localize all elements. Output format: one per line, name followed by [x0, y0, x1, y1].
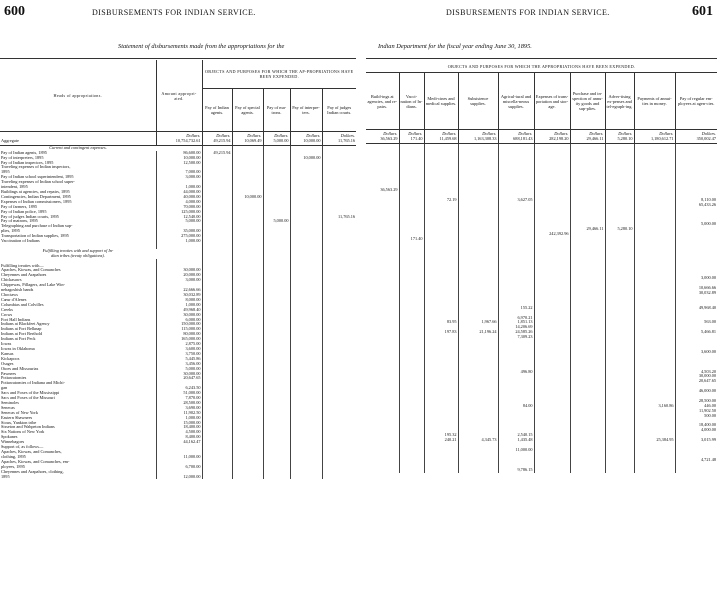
row-value: 3,456.00 — [156, 362, 202, 367]
row-label: Six Nations of New York — [0, 430, 156, 435]
row-value — [634, 468, 675, 473]
row-value: 12,500.00 — [156, 161, 202, 166]
row-value: 496.80 — [498, 370, 534, 375]
row-label: Buildings at agencies, and repairs, 1895 — [0, 190, 156, 195]
row-value: 195.32 — [424, 433, 458, 438]
group-head-right: OBJECTS AND PURPOSES FOR WHICH THE APPROPRIATIONS HAVE BEEN EXPENDED. — [366, 60, 717, 73]
row-label: Columbias and Colvilles — [0, 303, 156, 308]
row-label: Osages — [0, 362, 156, 367]
col-head-right: Subsistence supplies. — [458, 73, 498, 130]
col-head-matrons: Pay of ma-trons. — [263, 89, 290, 132]
row-value: 2,540.15 — [498, 433, 534, 438]
row-label: Kickapoos — [0, 357, 156, 362]
aggregate-value: 10,069.49 — [232, 139, 263, 145]
aggregate-value: 49,215.94 — [202, 139, 232, 145]
row-label: Iowas — [0, 342, 156, 347]
row-value: 28,500.00 — [698, 398, 716, 403]
row-value: 30,000.00 — [156, 268, 202, 273]
unit-cell: Dollars. — [458, 130, 498, 137]
row-value: 30,000.00 — [698, 374, 716, 379]
row-value — [202, 475, 232, 480]
row-value: 11,000.00 — [156, 455, 202, 460]
running-head-right: DISBURSEMENTS FOR INDIAN SERVICE. — [446, 8, 610, 17]
row-value: 6,700.00 — [156, 465, 202, 470]
aggregate-value: 1,163,308.33 — [458, 137, 498, 143]
row-label: Pay of Indian police, 1895 — [0, 210, 156, 215]
units-label-left — [0, 132, 156, 139]
row-value: 44,000.00 — [156, 190, 202, 195]
row-value: 500.00 — [704, 413, 716, 418]
row-value: 29,466.11 — [570, 227, 605, 232]
row-label: Seminoles — [0, 401, 156, 406]
left-page — [0, 0, 356, 600]
row-label: Apaches, Kiowas, and Comanches, em- — [0, 460, 156, 465]
unit-cell: Dollars. — [366, 130, 399, 137]
row-value: 155.22 — [498, 306, 534, 311]
category-label: dian tribes (treaty obligations). — [51, 253, 105, 258]
col-head-right: Pay of regular em-ployees at agen-cies. — [675, 73, 717, 130]
row-value — [366, 468, 399, 473]
row-value: 30,000.00 — [156, 313, 202, 318]
row-label: Pottawatomies — [0, 376, 156, 381]
row-value: 83.95 — [424, 320, 458, 325]
row-label: plies, 1895 — [0, 229, 156, 234]
col-head-right: Agricul-tural and miscella-neous supplies. — [498, 73, 534, 130]
row-value: 70,000.00 — [156, 205, 202, 210]
row-value: 563.00 — [704, 320, 716, 325]
category-label: Current and contingent expenses. — [49, 145, 107, 150]
row-value: 4,721.48 — [700, 457, 716, 462]
row-value: 84.00 — [498, 404, 534, 409]
col-head-special-agents: Pay of special agents. — [232, 89, 263, 132]
row-value: 30,000.00 — [156, 372, 202, 377]
row-value: 1,000.00 — [156, 185, 202, 190]
row-value: 49,968.40 — [698, 305, 716, 310]
col-head-right: Medi-cines and medical supplies. — [424, 73, 458, 130]
row-label: Indians at Fort Belknap — [0, 327, 156, 332]
unit-cell: Dollars. — [634, 130, 675, 137]
row-label: Fort Hall Indians — [0, 318, 156, 323]
row-value: 14,206.69 — [498, 325, 534, 330]
unit-cell: Dollars. — [156, 132, 202, 139]
row-label: Pottawatomies of Indiana and Michi- — [0, 381, 156, 386]
row-value: 242,392.96 — [534, 232, 570, 237]
row-label: Indians at Blackfeet Agency — [0, 322, 156, 327]
col-head-heads: Heads of appropriations. — [0, 60, 156, 132]
unit-cell: Dollars. — [232, 132, 263, 139]
row-value: 197.83 — [424, 330, 458, 335]
row-label: Cheyennes and Arapahoes — [0, 273, 156, 278]
subtitle-left: Statement of disbursements made from the appropriations for the — [118, 43, 285, 50]
row-value: 5,000.00 — [156, 219, 202, 224]
row-value: 171.40 — [399, 237, 424, 242]
row-label: Traveling expenses of Indian school super- — [0, 180, 156, 185]
right-page — [362, 0, 717, 600]
row-value: 8,000.00 — [156, 298, 202, 303]
col-head-amount: Amount appropri-ated. — [156, 60, 202, 132]
row-value: 86,600.00 — [156, 151, 202, 156]
row-value — [458, 468, 498, 473]
row-value: 6,000.00 — [156, 318, 202, 323]
row-value: 20,000.00 — [156, 273, 202, 278]
row-value: 3,000.00 — [156, 278, 202, 283]
row-value: 12,000.00 — [156, 475, 202, 480]
aggregate-value: 10,000.00 — [290, 139, 322, 145]
row-label: Chippewas, Pillagers, and Lake Win- — [0, 283, 156, 288]
row-label: nebagoshish bands — [0, 288, 156, 293]
row-value: 3,690.00 — [156, 406, 202, 411]
row-value: 446.00 — [704, 403, 716, 408]
row-label: Crows — [0, 313, 156, 318]
row-value: 1,851.13 — [498, 320, 534, 325]
row-label: Cœur d'Alenes — [0, 298, 156, 303]
unit-cell: Dollars. — [534, 130, 570, 137]
row-label: Vaccination of Indians — [0, 239, 156, 244]
row-value: 3,015.99 — [700, 438, 716, 443]
row-value — [605, 468, 634, 473]
row-value — [424, 468, 458, 473]
row-value: 49,968.40 — [156, 308, 202, 313]
row-value: 11,000.00 — [498, 448, 534, 453]
row-value: 9,786.15 — [498, 468, 534, 473]
row-value: 20,647.65 — [156, 376, 202, 381]
row-label: Senecas — [0, 406, 156, 411]
row-label: 1895 — [0, 170, 156, 175]
row-value: 28,500.00 — [156, 401, 202, 406]
row-label: 1895 — [0, 475, 156, 480]
category-label: Fulfilling treaties with and support of In- — [42, 248, 114, 253]
col-head-right: Build-ings at agencies, and re-pairs. — [366, 73, 399, 130]
aggregate-value: 171.40 — [399, 137, 424, 143]
unit-cell: Dollars. — [399, 130, 424, 137]
aggregate-value: 350,002.47 — [675, 137, 717, 143]
row-value: 240.21 — [424, 438, 458, 443]
row-label: Fulfilling treaties with— — [0, 264, 156, 269]
row-value: 165,000.00 — [156, 337, 202, 342]
row-value: 7,870.00 — [156, 396, 202, 401]
row-value: 1,435.48 — [498, 438, 534, 443]
col-head-right: Adver-tising ex-penses and tel-egraph-ing. — [605, 73, 634, 130]
running-head-left: DISBURSEMENTS FOR INDIAN SERVICE. — [92, 8, 256, 17]
row-label: Sacs and Foxes of the Missouri — [0, 396, 156, 401]
row-value — [399, 468, 424, 473]
row-value: 35,000.00 — [156, 229, 202, 234]
aggregate-value: 36,563.29 — [366, 137, 399, 143]
row-value: 6,970.21 — [498, 316, 534, 321]
row-label: Pay of matrons, 1895 — [0, 219, 156, 224]
unit-cell: Dollars. — [202, 132, 232, 139]
row-label: Apaches, Kiowas, and Comanches, — [0, 450, 156, 455]
subtitle-right: Indian Department for the fiscal year ending June 30, 1895. — [378, 43, 532, 50]
unit-cell: Dollars. — [701, 131, 716, 136]
row-value — [232, 475, 263, 480]
row-label: Chickasaws — [0, 278, 156, 283]
row-value: 4,000.00 — [156, 200, 202, 205]
row-value: 65,433.26 — [698, 202, 716, 207]
row-value — [263, 475, 290, 480]
aggregate-value: 282,198.20 — [534, 137, 570, 143]
row-value: 10,000.00 — [290, 156, 322, 161]
col-head-right: Expenses of trans-portation and stor-age. — [534, 73, 570, 130]
row-label: Expenses of Indian commissioners, 1895 — [0, 200, 156, 205]
row-value: 10,666.66 — [698, 286, 716, 291]
col-head-judges: Pay of judges Indian courts. — [322, 89, 356, 132]
row-value: 7,000.00 — [156, 170, 202, 175]
row-value: 5,000.00 — [700, 222, 716, 227]
row-label: Sisseton and Wahpeton Indians — [0, 425, 156, 430]
row-value: 115,000.00 — [156, 327, 202, 332]
row-label: Choctaws — [0, 293, 156, 298]
row-label: Transportation of Indian supplies, 1895 — [0, 234, 156, 239]
unit-cell: Dollars. — [570, 130, 605, 137]
row-value: 20,647.65 — [698, 379, 716, 384]
row-value: 3,600.00 — [156, 347, 202, 352]
row-value: 1,000.00 — [156, 303, 202, 308]
group-head-left: OBJECTS AND PURPOSES FOR WHICH THE AP-PROPRIATIONS HAVE BEEN EXPENDED. — [202, 60, 356, 89]
row-value: 1,967.66 — [458, 320, 498, 325]
unit-cell: Dollars. — [290, 132, 322, 139]
row-value: 275,000.00 — [156, 234, 202, 239]
row-value: 6,243.50 — [156, 386, 202, 391]
col-head-right: Payments of annui-ties in money. — [634, 73, 675, 130]
row-value — [534, 468, 570, 473]
row-label: Kansas — [0, 352, 156, 357]
aggregate-value: 5,000.00 — [263, 139, 290, 145]
row-label: Contingencies, Indian Department, 1895 — [0, 195, 156, 200]
units-row-right — [366, 130, 717, 137]
row-label: ployees, 1895 — [0, 465, 156, 470]
row-value — [570, 468, 605, 473]
row-value: 4,345.73 — [458, 438, 498, 443]
row-label: Telegraphing and purchase of Indian sup- — [0, 224, 156, 229]
row-value: 125,000.00 — [156, 210, 202, 215]
row-value: 4,500.00 — [156, 430, 202, 435]
row-label: Pay of Indian inspectors, 1895 — [0, 161, 156, 166]
row-value — [322, 475, 356, 480]
row-label: Spokanes — [0, 435, 156, 440]
row-value: 8,400.00 — [156, 435, 202, 440]
row-value: 3,000.00 — [700, 276, 716, 281]
row-label: Pay of judges Indian courts, 1895 — [0, 215, 156, 220]
unit-cell: Dollars. — [263, 132, 290, 139]
row-value: 51,000.00 — [156, 391, 202, 396]
appropriations-table-right — [366, 60, 717, 473]
row-value: 21,196.24 — [458, 330, 498, 335]
row-value: 22,666.66 — [156, 288, 202, 293]
row-value: 1,000.00 — [156, 239, 202, 244]
col-head-indian-agents: Pay of Indian agents. — [202, 89, 232, 132]
unit-cell: Dollars. — [340, 133, 356, 138]
row-value: 44,162.47 — [156, 440, 202, 445]
row-value: 18,400.00 — [698, 423, 716, 428]
row-label: gan — [0, 386, 156, 391]
row-value: 3,160.86 — [634, 404, 675, 409]
row-value: 72.19 — [424, 198, 458, 203]
row-value: 5,445.86 — [156, 357, 202, 362]
row-label: clothing, 1895 — [0, 455, 156, 460]
row-label: Indians at Fort Peck — [0, 337, 156, 342]
page-number-left: 600 — [4, 4, 25, 19]
row-label: Senecas of New York — [0, 411, 156, 416]
row-value: 49,215.94 — [202, 151, 232, 156]
row-value: 3,600.00 — [700, 349, 716, 354]
row-value: 10,000.00 — [156, 156, 202, 161]
unit-cell: Dollars. — [424, 130, 458, 137]
row-label: Pay of Indian agents, 1895 — [0, 151, 156, 156]
appropriations-table-left — [0, 60, 356, 479]
row-value: 5,466.81 — [700, 330, 716, 335]
aggregate-value: 11,765.16 — [322, 139, 356, 145]
row-value: 12,540.00 — [156, 215, 202, 220]
row-value: 11,902.50 — [156, 411, 202, 416]
row-value: 3,627.05 — [498, 198, 534, 203]
row-value: 4,000.00 — [700, 428, 716, 433]
col-head-right: Purchase and in-spection of annu-ity goods and sup-plies. — [570, 73, 605, 130]
unit-cell: Dollars. — [498, 130, 534, 137]
row-value: 8,110.00 — [701, 197, 716, 202]
row-value — [675, 468, 717, 473]
row-value — [290, 475, 322, 480]
row-value: 5,000.00 — [263, 219, 290, 224]
aggregate-value: 10,754,732.61 — [156, 139, 202, 145]
row-value: 25,384.95 — [634, 438, 675, 443]
aggregate-value: 1,180,612.71 — [634, 137, 675, 143]
row-value: 11,902.50 — [698, 408, 716, 413]
row-label: intendent, 1895 — [0, 185, 156, 190]
row-label: Iowas in Oklahoma — [0, 347, 156, 352]
row-label: Indians at Fort Berthold — [0, 332, 156, 337]
row-value: 40,000.00 — [156, 195, 202, 200]
row-value: 10,000.00 — [232, 195, 263, 200]
row-label: Winnebagoes — [0, 440, 156, 445]
row-label: Otoes and Missourias — [0, 367, 156, 372]
units-row-left — [0, 132, 356, 139]
row-label: Pay of interpreters, 1895 — [0, 156, 156, 161]
table-row — [0, 475, 356, 480]
row-value: 3,000.00 — [156, 175, 202, 180]
row-value: 80,000.00 — [156, 332, 202, 337]
row-value: 3,750.00 — [156, 352, 202, 357]
row-value: 30,032.89 — [156, 293, 202, 298]
row-value: 36,563.29 — [366, 188, 399, 193]
col-head-right: Vacci-nation of In-dians. — [399, 73, 424, 130]
row-label: Pay of Indian school superintendent, 1895 — [0, 175, 156, 180]
row-value: 5,000.00 — [156, 367, 202, 372]
aggregate-value: 11,459.68 — [424, 137, 458, 143]
row-label: Traveling expenses of Indian inspectors, — [0, 165, 156, 170]
aggregate-value: 688,181.43 — [498, 137, 534, 143]
row-label: Support of, as follows— — [0, 445, 156, 450]
row-value: 18,400.00 — [156, 425, 202, 430]
row-value: 7,309.23 — [498, 335, 534, 340]
row-value: 1,000.00 — [156, 416, 202, 421]
row-value: 30,032.89 — [698, 291, 716, 295]
row-label: Eastern Shawnees — [0, 416, 156, 421]
row-value: 15,000.00 — [156, 421, 202, 426]
table-row — [366, 468, 717, 473]
row-value: 5,280.10 — [605, 227, 634, 232]
unit-cell: Dollars. — [605, 130, 634, 137]
row-label: Apaches, Kiowas, and Comanches — [0, 268, 156, 273]
aggregate-value: 29,466.11 — [570, 137, 605, 143]
row-label: Pay of farmers, 1895 — [0, 205, 156, 210]
row-label: Cheyennes and Arapahoes, clothing, — [0, 470, 156, 475]
aggregate-value: 5,280.10 — [605, 137, 634, 143]
row-value: 24,585.26 — [498, 330, 534, 335]
row-value: 11,765.16 — [337, 214, 356, 219]
row-value: 4,503.20 — [700, 369, 716, 374]
page-number-right: 601 — [692, 4, 713, 19]
aggregate-label: Aggregate — [0, 139, 156, 145]
row-value: 46,000.00 — [698, 389, 716, 394]
row-label: Sioux, Yankton tribe — [0, 421, 156, 426]
row-label: Sacs and Foxes of the Mississippi — [0, 391, 156, 396]
row-value: 2,875.00 — [156, 342, 202, 347]
row-label: Creeks — [0, 308, 156, 313]
row-label: Pawnees — [0, 372, 156, 377]
col-head-interpreters: Pay of interpre-ters. — [290, 89, 322, 132]
row-value: 150,000.00 — [156, 322, 202, 327]
